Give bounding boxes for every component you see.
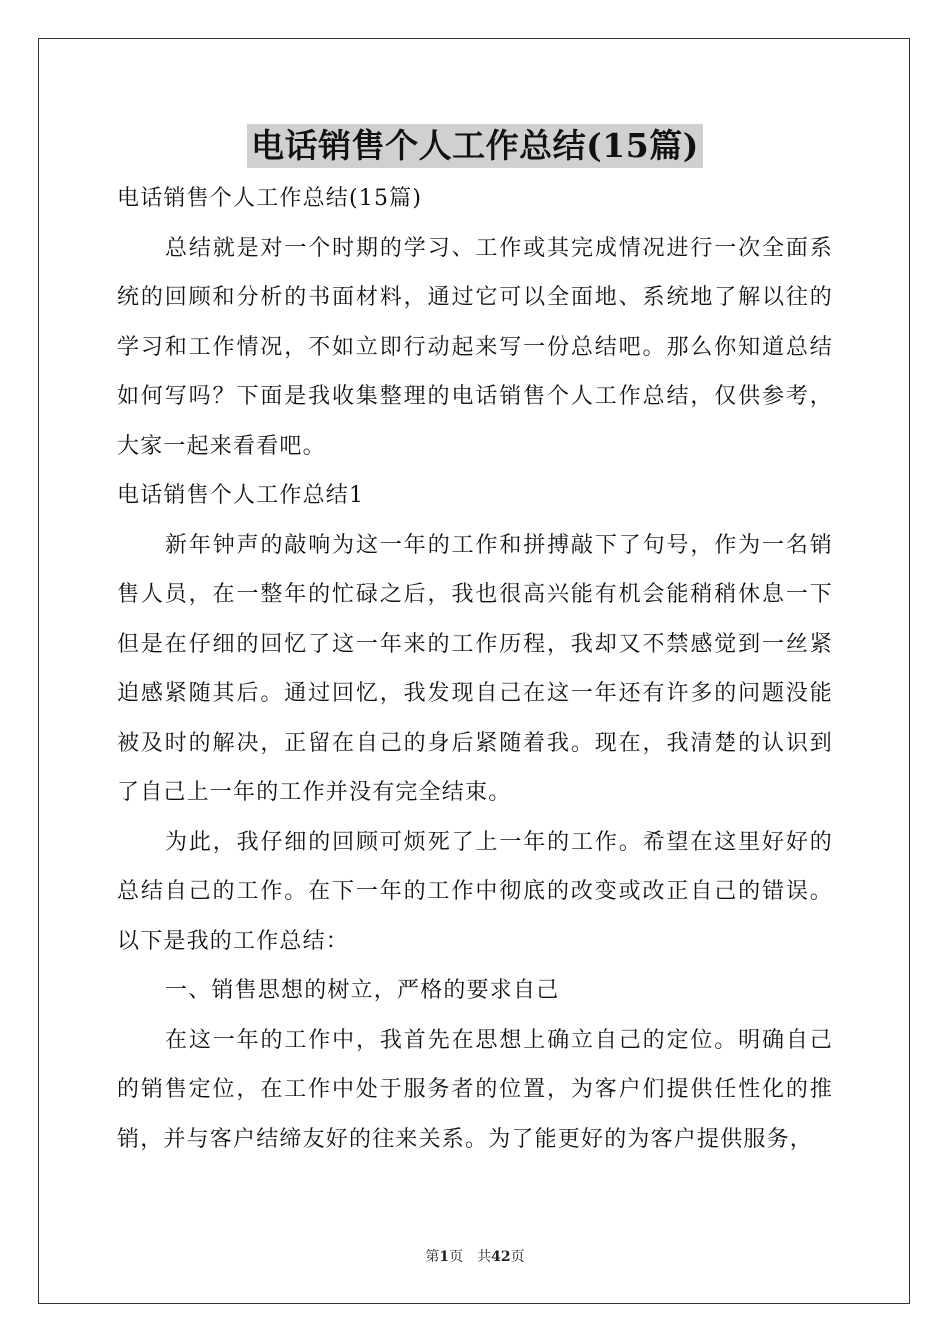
footer-prefix: 第	[425, 1249, 440, 1265]
footer-suffix: 页	[510, 1249, 525, 1265]
footer-page-number: 1	[439, 1249, 450, 1265]
paragraph-review: 为此，我仔细的回顾可烦死了上一年的工作。希望在这里好好的总结自己的工作。在下一年的工作中彻底的改变或改正自己的错误。以下是我的工作总结：	[117, 829, 833, 954]
document-body	[117, 174, 833, 1164]
paragraph-new-year: 新年钟声的敲响为这一年的工作和拼搏敲下了句号，作为一名销售人员，在一整年的忙碌之后，我也很高兴能有机会能稍稍休息一下但是在仔细的回忆了这一年来的工作历程，我却又不禁感觉到一丝紧迫感紧随其后。通过回忆，我发现自己在这一年还有许多的问题没能被及时的解决，正留在自己的身后紧随着我。现在，我清楚的认识到了自己上一年的工作并没有完全结束。	[117, 532, 833, 805]
document-title	[0, 124, 950, 168]
paragraph-positioning: 在这一年的工作中，我首先在思想上确立自己的定位。明确自己的销售定位，在工作中处于服务者的位置，为客户们提供任性化的推销，并与客户结缔友好的往来关系。为了能更好的为客户提供服务，	[117, 1027, 833, 1152]
footer-total-pages: 42	[491, 1249, 511, 1265]
section-heading-1: 电话销售个人工作总结1	[117, 483, 365, 508]
page-footer	[0, 1246, 950, 1266]
footer-middle: 页 共	[449, 1249, 492, 1265]
paragraph-intro: 总结就是对一个时期的学习、工作或其完成情况进行一次全面系统的回顾和分析的书面材料，通过它可以全面地、系统地了解以往的学习和工作情况，不如立即行动起来写一份总结吧。那么你知道总结如何写吗？下面是我收集整理的电话销售个人工作总结，仅供参考，大家一起来看看吧。	[117, 235, 833, 459]
subheading-sales-mindset: 一、销售思想的树立，严格的要求自己	[165, 978, 560, 1003]
paragraph-subtitle: 电话销售个人工作总结(15篇)	[117, 186, 423, 211]
document-title-text: 电话销售个人工作总结(15篇)	[247, 124, 703, 168]
